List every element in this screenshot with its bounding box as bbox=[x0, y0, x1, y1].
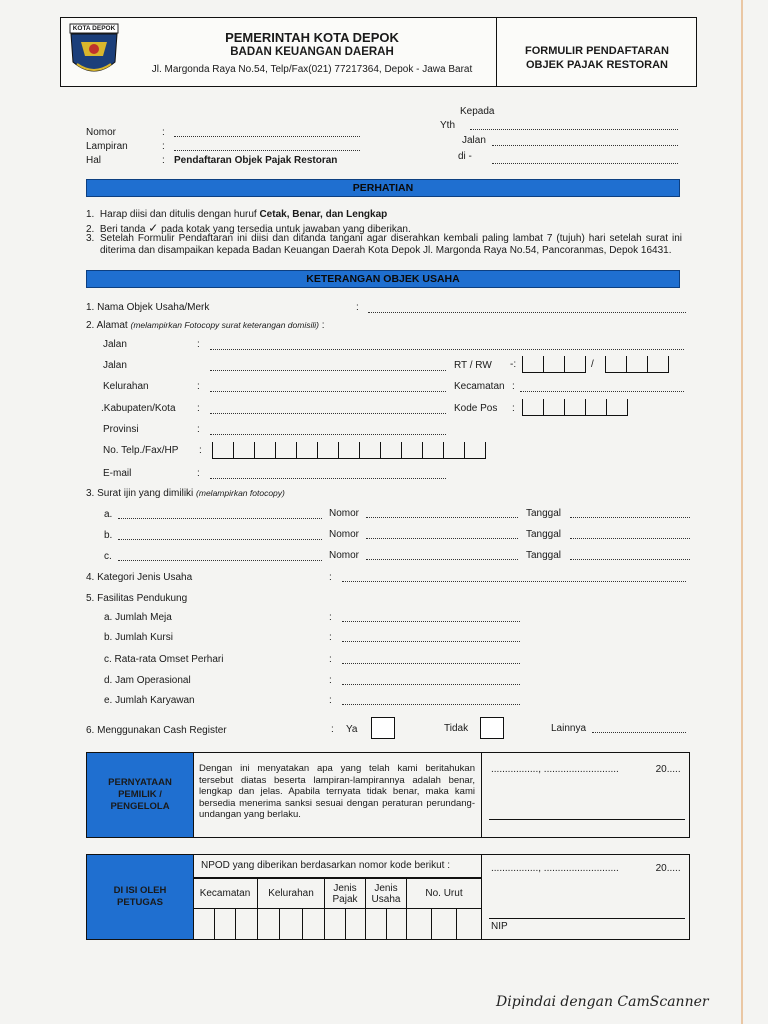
kabupaten-colon: : bbox=[197, 403, 200, 414]
ijin-b-field[interactable] bbox=[118, 539, 322, 540]
yth-label: Yth bbox=[440, 120, 456, 131]
fasilitas-karyawan-label: e. Jumlah Karyawan bbox=[104, 695, 195, 706]
q6-colon: : bbox=[331, 724, 334, 735]
meja-field[interactable] bbox=[342, 621, 520, 622]
fasilitas-omset-label: c. Rata-rata Omset Perhari bbox=[104, 654, 224, 665]
karyawan-field[interactable] bbox=[342, 704, 520, 705]
keterangan-bar: KETERANGAN OBJEK USAHA bbox=[86, 270, 680, 288]
rw-boxes[interactable] bbox=[605, 356, 669, 373]
agency-name: BADAN KEUANGAN DAERAH bbox=[230, 46, 394, 58]
col-no-urut: No. Urut bbox=[407, 879, 482, 909]
kategori-field[interactable] bbox=[342, 581, 686, 582]
rt-rw-label: RT / RW bbox=[454, 360, 492, 371]
ijin-row-a-letter: a. bbox=[104, 509, 113, 520]
q2-note: (melampirkan Fotocopy surat keterangan domisili) bbox=[130, 320, 319, 330]
kelurahan-label: Kelurahan bbox=[103, 381, 149, 392]
q2-label: 2. Alamat (melampirkan Fotocopy surat keterangan domisili) : bbox=[86, 320, 325, 331]
kelurahan-field[interactable] bbox=[210, 391, 446, 392]
perhatian-item-1: 1. Harap diisi dan ditulis dengan huruf Cetak, Benar, dan Lengkap bbox=[86, 209, 388, 220]
telp-label: No. Telp./Fax/HP bbox=[103, 445, 179, 456]
jalan-label: Jalan bbox=[462, 135, 486, 146]
hal-label: Hal bbox=[86, 155, 102, 166]
rt-boxes[interactable] bbox=[522, 356, 586, 373]
perhatian-item-3: 3. Setelah Formulir Pendaftaran ini diisi dan ditanda tangani agar diserahkan kembali paling lambat 7 (tujuh) hari setelah surat ini diterima dan disampaikan kepada Badan Keuangan Daerah Kota Depok Jl. Margonda Raya No.54, Pancoranmas, Depok 16431. bbox=[86, 233, 682, 256]
ijin-b-nomor-field[interactable] bbox=[366, 538, 518, 539]
q3-label: 3. Surat ijin yang dimiliki (melampirkan fotocopy) bbox=[86, 488, 285, 499]
gov-name: PEMERINTAH KOTA DEPOK bbox=[225, 30, 399, 45]
q5-label: 5. Fasilitas Pendukung bbox=[86, 593, 188, 604]
pernyataan-label-cell bbox=[87, 753, 194, 837]
pernyataan-box bbox=[86, 752, 690, 838]
ijin-a-tanggal-field[interactable] bbox=[570, 517, 690, 518]
kabupaten-field[interactable] bbox=[210, 413, 446, 414]
tidak-label: Tidak bbox=[444, 723, 469, 734]
page-edge-line bbox=[741, 0, 743, 1024]
q4-colon: : bbox=[329, 572, 332, 583]
kecamatan-code-cells[interactable] bbox=[193, 909, 258, 940]
q1-colon: : bbox=[356, 302, 359, 313]
q3-note: (melampirkan fotocopy) bbox=[196, 488, 285, 498]
jalan-2-field[interactable] bbox=[210, 370, 446, 371]
q1-label: 1. Nama Objek Usaha/Merk bbox=[86, 302, 210, 313]
yth-field[interactable] bbox=[470, 129, 678, 130]
jenis-pajak-code-cells[interactable] bbox=[325, 909, 366, 940]
recipient-jalan-field[interactable] bbox=[492, 145, 678, 146]
jalan-1-field[interactable] bbox=[210, 349, 684, 350]
camscanner-watermark: Dipindai dengan CamScanner bbox=[496, 994, 709, 1010]
email-field[interactable] bbox=[210, 478, 446, 479]
provinsi-field[interactable] bbox=[210, 434, 446, 435]
fasilitas-kursi-colon: : bbox=[329, 632, 332, 643]
perhatian-item-2: 2. Beri tanda ✓ pada kotak yang tersedia untuk jawaban yang diberikan. bbox=[86, 221, 411, 235]
fasilitas-meja-label: a. Jumlah Meja bbox=[104, 612, 172, 623]
npod-table bbox=[193, 878, 481, 939]
ijin-a-tanggal-label: Tanggal bbox=[526, 508, 562, 519]
ijin-row-b-letter: b. bbox=[104, 530, 113, 541]
ya-checkbox[interactable] bbox=[371, 717, 395, 739]
rt-rw-colon: -: bbox=[510, 359, 517, 370]
nomor-colon: : bbox=[162, 127, 165, 138]
rt-rw-separator: / bbox=[591, 359, 594, 370]
kode-pos-label: Kode Pos bbox=[454, 403, 498, 414]
ijin-c-field[interactable] bbox=[118, 560, 322, 561]
petugas-label: DI ISI OLEH PETUGAS bbox=[113, 885, 167, 908]
petugas-date: ................., ........................... 20..... bbox=[491, 863, 681, 874]
omset-field[interactable] bbox=[342, 663, 520, 664]
jalan-1-colon: : bbox=[197, 339, 200, 350]
col-kecamatan: Kecamatan bbox=[193, 879, 258, 909]
fasilitas-meja-colon: : bbox=[329, 612, 332, 623]
ya-label: Ya bbox=[346, 724, 358, 735]
agency-address: Jl. Margonda Raya No.54, Telp/Fax(021) 77217364, Depok - Jawa Barat bbox=[151, 64, 473, 75]
ijin-a-field[interactable] bbox=[118, 518, 322, 519]
kelurahan-colon: : bbox=[197, 381, 200, 392]
ijin-a-nomor-field[interactable] bbox=[366, 517, 518, 518]
provinsi-label: Provinsi bbox=[103, 424, 139, 435]
lampiran-colon: : bbox=[162, 141, 165, 152]
pernyataan-signature-line[interactable] bbox=[489, 819, 685, 820]
petugas-signature-line[interactable] bbox=[489, 918, 685, 919]
ijin-a-nomor-label: Nomor bbox=[329, 508, 360, 519]
telp-boxes[interactable] bbox=[212, 442, 486, 459]
ijin-b-tanggal-label: Tanggal bbox=[526, 529, 562, 540]
npod-text: NPOD yang diberikan berdasarkan nomor kode berikut : bbox=[201, 860, 451, 871]
col-kelurahan: Kelurahan bbox=[258, 879, 325, 909]
tidak-checkbox[interactable] bbox=[480, 717, 504, 739]
petugas-box bbox=[86, 854, 690, 940]
di-label: di - bbox=[458, 151, 472, 162]
ijin-c-nomor-label: Nomor bbox=[329, 550, 360, 561]
form-title-1: FORMULIR PENDAFTARAN bbox=[524, 45, 669, 57]
kecamatan-colon: : bbox=[512, 381, 515, 392]
kecamatan-field[interactable] bbox=[520, 391, 684, 392]
kelurahan-code-cells[interactable] bbox=[258, 909, 325, 940]
kecamatan-label: Kecamatan bbox=[454, 381, 505, 392]
email-label: E-mail bbox=[103, 468, 132, 479]
jenis-usaha-code-cells[interactable] bbox=[366, 909, 407, 940]
petugas-divider bbox=[481, 855, 482, 939]
kode-pos-colon: : bbox=[512, 403, 515, 414]
letterhead bbox=[60, 17, 697, 87]
email-colon: : bbox=[197, 468, 200, 479]
ijin-row-c-letter: c. bbox=[104, 551, 112, 562]
hal-colon: : bbox=[162, 155, 165, 166]
fasilitas-jam-label: d. Jam Operasional bbox=[104, 675, 191, 686]
kepada-label: Kepada bbox=[460, 106, 495, 117]
col-jenis-pajak: Jenis Pajak bbox=[325, 879, 366, 909]
nomor-field[interactable] bbox=[174, 136, 360, 137]
ijin-c-tanggal-field[interactable] bbox=[570, 559, 690, 560]
fasilitas-kursi-label: b. Jumlah Kursi bbox=[104, 632, 173, 643]
pernyataan-date: ................., ........................... 20..... bbox=[491, 764, 681, 775]
lampiran-label: Lampiran bbox=[86, 141, 128, 152]
kota-depok-emblem bbox=[67, 22, 121, 82]
petugas-label-cell bbox=[87, 855, 194, 939]
fasilitas-omset-colon: : bbox=[329, 654, 332, 665]
hal-value: Pendaftaran Objek Pajak Restoran bbox=[174, 155, 338, 166]
ijin-c-nomor-field[interactable] bbox=[366, 559, 518, 560]
pernyataan-text: Dengan ini menyatakan apa yang telah kami beritahukan tersebut diatas beserta lampiran-lampirannya adalah benar, lengkap dan jelas. Apabila ternyata tidak benar, maka kami bersedia menerima sanksi sesuai dengan peraturan perundang-undangan yang berlaku. bbox=[199, 763, 475, 820]
jalan-2-label: Jalan bbox=[103, 360, 127, 371]
q6-label: 6. Menggunakan Cash Register bbox=[86, 725, 227, 736]
ijin-b-nomor-label: Nomor bbox=[329, 529, 360, 540]
no-urut-code-cells[interactable] bbox=[407, 909, 482, 940]
nomor-label: Nomor bbox=[86, 127, 117, 138]
q4-label: 4. Kategori Jenis Usaha bbox=[86, 572, 193, 583]
nip-label: NIP bbox=[491, 921, 508, 932]
di-field[interactable] bbox=[492, 163, 678, 164]
header-divider bbox=[496, 18, 497, 86]
form-title-2: OBJEK PAJAK RESTORAN bbox=[525, 59, 668, 71]
kursi-field[interactable] bbox=[342, 641, 520, 642]
kabupaten-label: .Kabupaten/Kota bbox=[101, 403, 176, 414]
provinsi-colon: : bbox=[197, 424, 200, 435]
telp-colon: : bbox=[199, 445, 202, 456]
emblem-text: KOTA DEPOK bbox=[72, 25, 116, 32]
checkmark-icon: ✓ bbox=[148, 221, 159, 235]
jalan-1-label: Jalan bbox=[103, 339, 127, 350]
fasilitas-karyawan-colon: : bbox=[329, 695, 332, 706]
pernyataan-label: PERNYATAAN PEMILIK / PENGELOLA bbox=[108, 777, 172, 812]
perhatian-bar: PERHATIAN bbox=[86, 179, 680, 197]
ijin-c-tanggal-label: Tanggal bbox=[526, 550, 562, 561]
lainnya-field[interactable] bbox=[592, 732, 686, 733]
lainnya-label: Lainnya bbox=[551, 723, 587, 734]
ijin-b-tanggal-field[interactable] bbox=[570, 538, 690, 539]
fasilitas-jam-colon: : bbox=[329, 675, 332, 686]
npod-input-row[interactable] bbox=[193, 909, 481, 940]
jam-field[interactable] bbox=[342, 684, 520, 685]
col-jenis-usaha: Jenis Usaha bbox=[366, 879, 407, 909]
kode-pos-boxes[interactable] bbox=[522, 399, 628, 416]
objek-usaha-field[interactable] bbox=[368, 312, 686, 313]
pernyataan-divider bbox=[481, 753, 482, 837]
lampiran-field[interactable] bbox=[174, 150, 360, 151]
